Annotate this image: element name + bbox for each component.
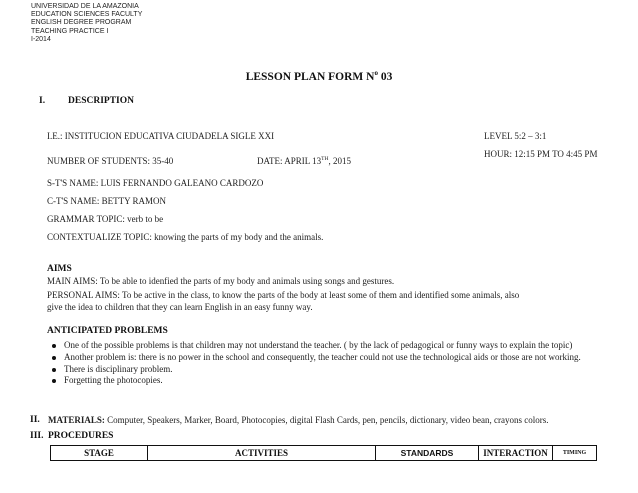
- materials-label: MATERIALS:: [48, 415, 105, 425]
- title-sup: o: [374, 69, 378, 77]
- title-text: LESSON PLAN FORM N: [245, 70, 375, 83]
- column-header-activities: ACTIVITIES: [148, 446, 376, 461]
- column-header-timing: TIMING: [553, 446, 597, 461]
- student-teacher-name: S-T'S NAME: LUIS FERNANDO GALEANO CARDOZO: [47, 178, 264, 188]
- header-line-faculty: EDUCATION SCIENCES FACULTY: [31, 11, 143, 19]
- grammar-topic: GRAMMAR TOPIC: verb to be: [47, 214, 164, 224]
- problems-list: [52, 340, 600, 387]
- header-line-course: TEACHING PRACTICE I: [31, 27, 109, 35]
- section-heading-description: DESCRIPTION: [68, 96, 134, 106]
- main-aims: MAIN AIMS: To be able to idenfied the parts of my body and animals using songs and gestures.: [47, 276, 395, 286]
- aims-heading: AIMS: [47, 264, 72, 274]
- materials-line: [48, 415, 548, 425]
- school-field: I.E.: INSTITUCION EDUCATIVA CIUDADELA SIGLE XXI: [47, 131, 275, 141]
- date-field: [257, 156, 351, 166]
- level-field: LEVEL 5:2 – 3:1: [484, 131, 547, 141]
- header-line-program: ENGLISH DEGREE PROGRAM: [31, 19, 132, 27]
- title-number: 03: [377, 70, 393, 83]
- header-line-period: I-2014: [31, 35, 51, 43]
- list-item: Forgetting the photocopies.: [52, 375, 600, 387]
- date-sup: TH: [321, 156, 329, 162]
- hour-field: HOUR: 12:15 PM TO 4:45 PM: [484, 149, 598, 159]
- date-prefix: DATE: APRIL 13: [257, 156, 322, 166]
- section-numeral-description: I.: [39, 96, 46, 106]
- date-suffix: , 2015: [328, 156, 352, 166]
- personal-aims: PERSONAL AIMS: To be active in the class, to know the parts of the body at least some of them and identified some animals, also: [47, 290, 520, 300]
- contextualize-topic: CONTEXTUALIZE TOPIC: knowing the parts of my body and the animals.: [47, 232, 324, 242]
- anticipated-problems-heading: ANTICIPATED PROBLEMS: [47, 326, 168, 336]
- bullet-icon: [52, 356, 56, 360]
- students-field: NUMBER OF STUDENTS: 35-40: [47, 156, 174, 166]
- bullet-icon: [52, 344, 56, 348]
- list-item: There is disciplinary problem.: [52, 364, 600, 376]
- bullet-icon: [52, 368, 56, 372]
- section-numeral-procedures: III.: [30, 431, 44, 441]
- list-item: One of the possible problems is that children may not understand the teacher. ( by the lack of pedagogical or funny ways to explain the topic): [52, 340, 600, 352]
- procedures-heading: PROCEDURES: [48, 431, 114, 441]
- table-header-row: [51, 446, 597, 461]
- materials-text: Computer, Speakers, Marker, Board, Photocopies, digital Flash Cards, pen, pencils, dictionary, video bean, crayons colors.: [104, 415, 549, 425]
- section-numeral-materials: II.: [30, 415, 40, 425]
- bullet-icon: [52, 379, 56, 383]
- list-item: Another problem is: there is no power in the school and consequently, the teacher could not use the technological aids or those are not working.: [52, 352, 600, 364]
- column-header-standards: STANDARDS: [376, 446, 479, 461]
- procedures-table: [50, 445, 597, 461]
- cooperating-teacher-name: C-T'S NAME: BETTY RAMON: [47, 196, 167, 206]
- column-header-stage: STAGE: [51, 446, 148, 461]
- column-header-interaction: INTERACTION: [479, 446, 553, 461]
- page-title: [0, 69, 638, 83]
- header-line-university: UNIVERSIDAD DE LA AMAZONIA: [31, 3, 139, 10]
- university-header: [31, 3, 142, 44]
- personal-aims-continued: give the idea to children that they can learn English in an easy funny way.: [47, 302, 313, 312]
